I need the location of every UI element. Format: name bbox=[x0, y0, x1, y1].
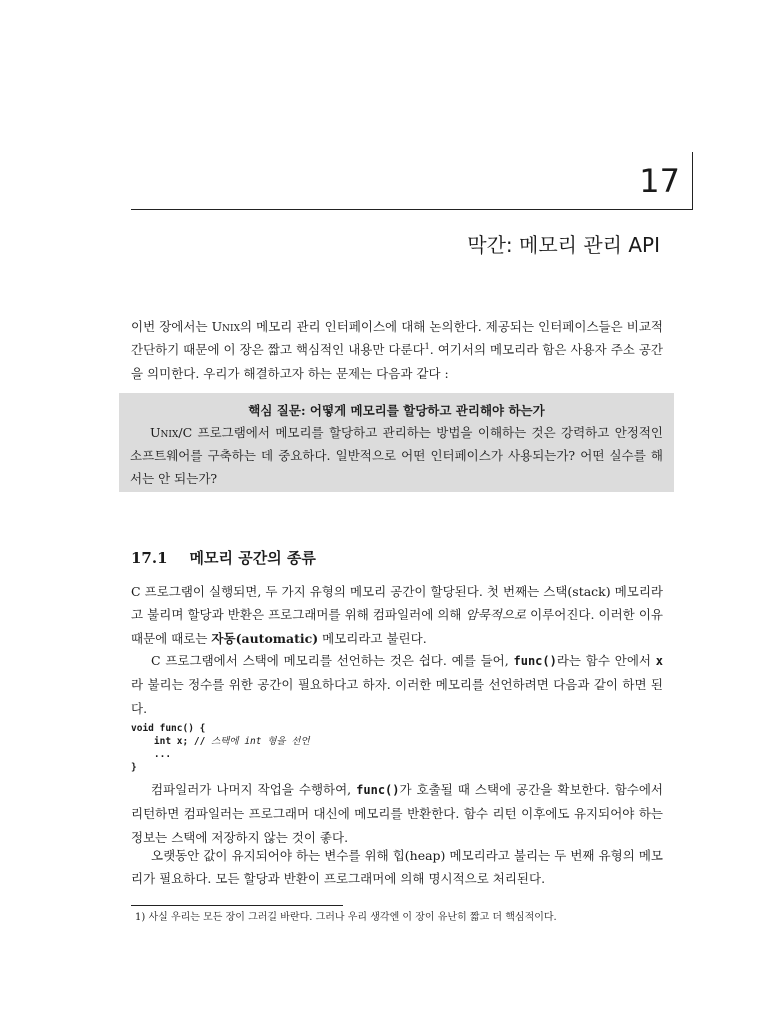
chapter-horizontal-rule bbox=[131, 209, 693, 210]
section-heading bbox=[131, 547, 316, 568]
paragraph-heap: 오랫동안 값이 유지되어야 하는 변수를 위해 힙(heap) 메모리라고 불리는 두 번째 유형의 메모리가 필요하다. 모든 할당과 반환이 프로그래머에 의해 명시적으로 처리된다. bbox=[131, 848, 663, 887]
paragraph-stack-memory: C 프로그램이 실행되면, 두 가지 유형의 메모리 공간이 할당된다. 첫 번째는 스택(stack) 메모리라고 불리며 할당과 반환은 프로그래머를 위해 컴파일러에 의해 암묵적으로 이루어진다. 이러한 이유 때문에 때로는 자동(automatic) 메모리라고 불린다. bbox=[131, 584, 663, 646]
crux-title: 핵심 질문: 어떻게 메모리를 할당하고 관리해야 하는가 bbox=[248, 403, 545, 418]
emphasis-implicit: 암묵적으로 bbox=[465, 607, 526, 623]
crux-box bbox=[119, 393, 674, 492]
code-comment: 스택에 int 형을 선언 bbox=[211, 736, 310, 747]
chapter-vertical-rule bbox=[692, 152, 693, 210]
paragraph-compiler: 컴파일러가 나머지 작업을 수행하여, func()가 호출될 때 스택에 공간을 확보한다. 함수에서 리턴하면 컴파일러는 프로그래머 대신에 메모리를 반환한다. 함수 리턴 이후에도 유지되어야 하는 정보는 스택에 저장하지 않는 것이 좋다. bbox=[131, 782, 663, 845]
section-title: 메모리 공간의 종류 bbox=[189, 549, 316, 567]
crux-body: Unix/C 프로그램에서 메모리를 할당하고 관리하는 방법을 이해하는 것은 강력하고 안정적인 소프트웨어를 구축하는 데 중요하다. 일반적으로 어떤 인터페이스가 사용되는가? 어떤 실수를 해서는 안 되는가? bbox=[130, 425, 663, 486]
chapter-number: 17 bbox=[639, 162, 680, 200]
intro-paragraph: 이번 장에서는 Unix의 메모리 관리 인터페이스에 대해 논의한다. 제공되는 인터페이스들은 비교적 간단하기 때문에 이 장은 짧고 핵심적인 내용만 다룬다$^1$. 여기서의 메모리라 함은 사용자 주소 공간을 의미한다. 우리가 해결하고자 하는 문제는 다음과 같다 : bbox=[131, 319, 663, 381]
paragraph-declare-stack: C 프로그램에서 스택에 메모리를 선언하는 것은 쉽다. 예를 들어, func()라는 함수 안에서 x라 불리는 정수를 위한 공간이 필요하다고 하자. 이러한 메모리를 선언하려면 다음과 같이 하면 된다. bbox=[131, 653, 663, 716]
code-block: void func() { int x; // 스택에 int 형을 선언 ... } bbox=[131, 723, 310, 773]
footnote: 1) 사실 우리는 모든 장이 그러길 바란다. 그러나 우리 생각엔 이 장이 유난히 짧고 더 핵심적이다. bbox=[135, 912, 557, 923]
footnote-mark: 1 bbox=[424, 342, 430, 352]
inline-code-func-2: func() bbox=[356, 783, 400, 797]
bold-automatic: 자동 bbox=[211, 630, 236, 646]
unix-term: Unix bbox=[211, 319, 240, 334]
footnote-rule bbox=[131, 905, 343, 906]
inline-code-func: func() bbox=[513, 654, 557, 668]
inline-code-x: x bbox=[655, 654, 663, 668]
chapter-title: 막간: 메모리 관리 API bbox=[467, 233, 660, 257]
section-number: 17.1 bbox=[131, 549, 168, 567]
